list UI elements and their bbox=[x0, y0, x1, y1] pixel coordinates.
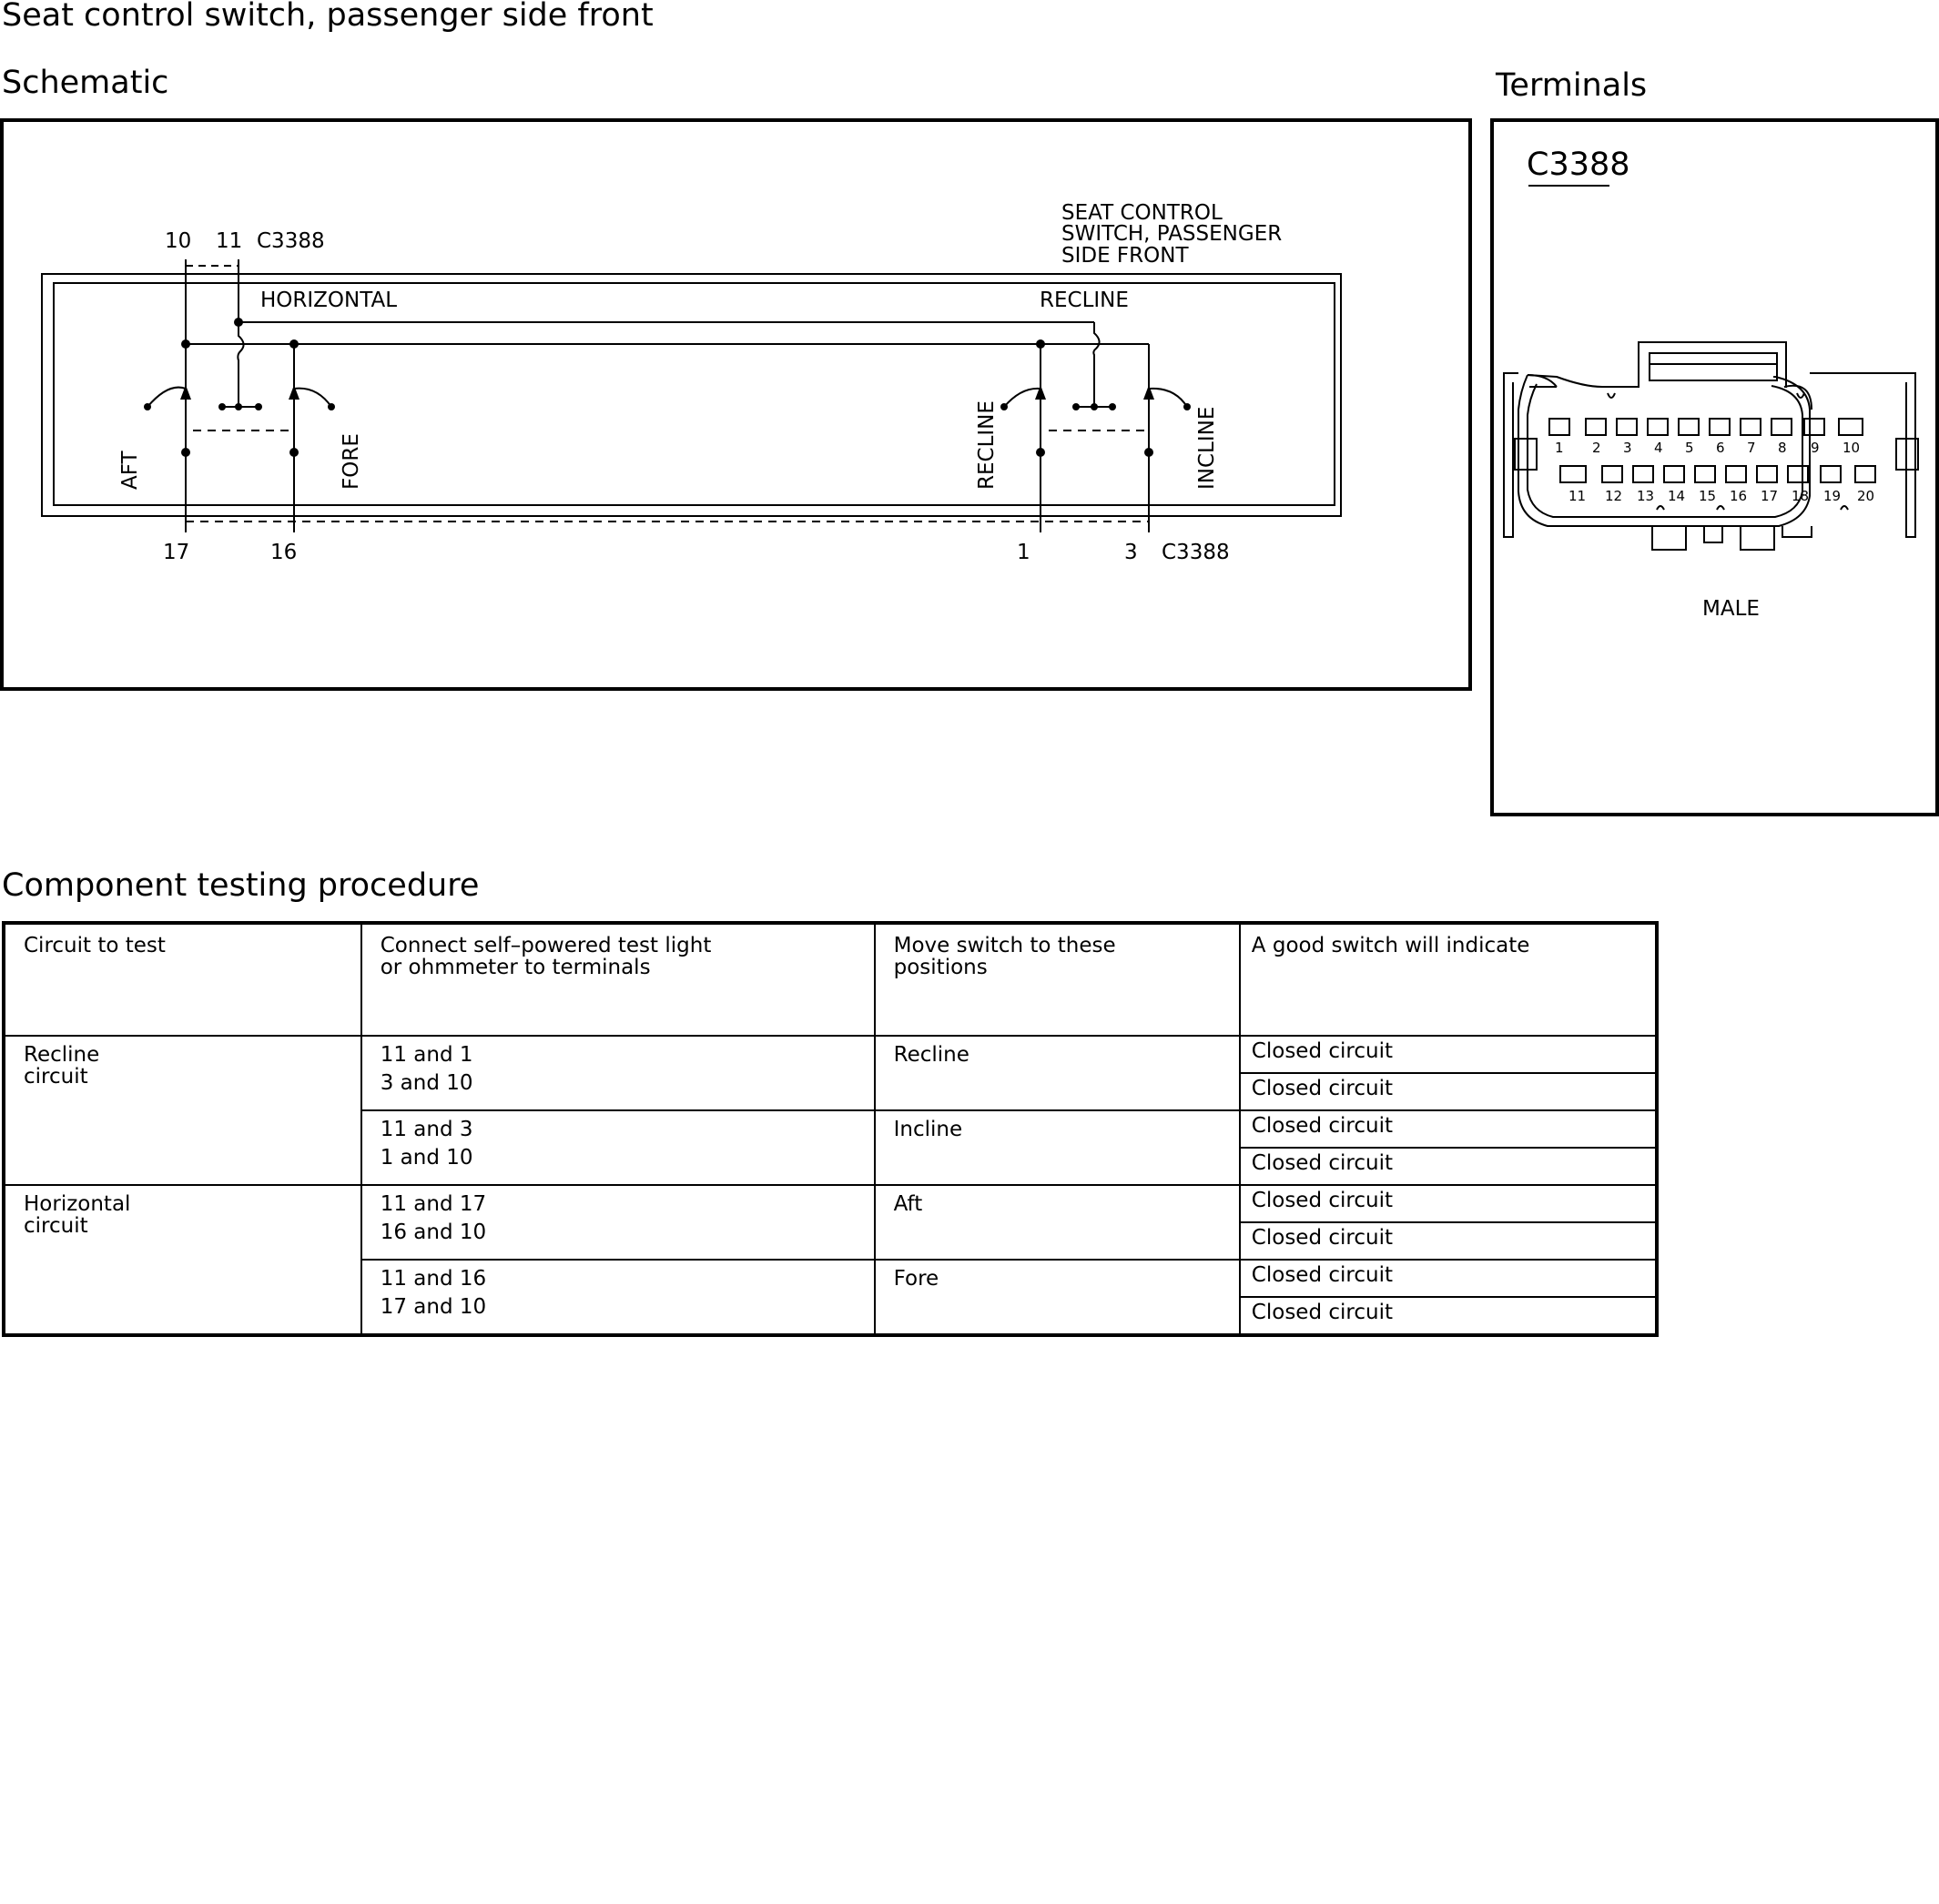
terminal-18: 18 bbox=[1792, 488, 1810, 504]
switch-outline-inner bbox=[54, 283, 1335, 505]
terminals-connector-id: C3388 bbox=[1527, 147, 1630, 183]
table-header-row bbox=[4, 923, 1657, 1036]
result-cell: Closed circuit bbox=[1240, 1260, 1657, 1297]
header-connect-terminals: Connect self–powered test light or ohmmeter to terminals bbox=[361, 923, 875, 1036]
aft-label: AFT bbox=[118, 451, 142, 490]
connector-gender-label: MALE bbox=[1702, 597, 1760, 621]
terminal-8: 8 bbox=[1778, 440, 1787, 456]
header-good-switch-indicates: A good switch will indicate bbox=[1240, 923, 1657, 1036]
terminal-4: 4 bbox=[1654, 440, 1663, 456]
terminals-cell: 11 and 17 16 and 10 bbox=[361, 1185, 875, 1260]
result-cell: Closed circuit bbox=[1240, 1036, 1657, 1073]
terminal-14: 14 bbox=[1668, 488, 1686, 504]
pin-label-11: 11 bbox=[216, 229, 243, 253]
terminal-16: 16 bbox=[1730, 488, 1748, 504]
terminal-7: 7 bbox=[1747, 440, 1756, 456]
terminals-cell: 11 and 16 17 and 10 bbox=[361, 1260, 875, 1335]
terminal-1: 1 bbox=[1555, 440, 1564, 456]
terminal-15: 15 bbox=[1699, 488, 1717, 504]
terminal-cavities-row2 bbox=[1560, 466, 1875, 482]
header-switch-positions: Move switch to these positions bbox=[875, 923, 1240, 1036]
result-cell: Closed circuit bbox=[1240, 1073, 1657, 1110]
terminal-19: 19 bbox=[1823, 488, 1842, 504]
schematic-diagram bbox=[0, 0, 1939, 910]
terminal-12: 12 bbox=[1605, 488, 1623, 504]
recline-switch-label: RECLINE bbox=[975, 400, 999, 490]
result-cell: Closed circuit bbox=[1240, 1222, 1657, 1260]
terminal-cavities-row1 bbox=[1549, 419, 1863, 435]
junction-dots bbox=[144, 318, 1191, 457]
schematic-heading: Schematic bbox=[2, 65, 169, 101]
procedure-heading: Component testing procedure bbox=[2, 867, 480, 904]
terminals-cell: 11 and 3 1 and 10 bbox=[361, 1110, 875, 1185]
pin-label-16: 16 bbox=[270, 541, 298, 564]
component-testing-table bbox=[2, 921, 1659, 1337]
circuit-name-horizontal: Horizontal circuit bbox=[4, 1185, 361, 1335]
terminal-5: 5 bbox=[1685, 440, 1694, 456]
terminals-heading: Terminals bbox=[1496, 67, 1648, 104]
connector-label-bottom: C3388 bbox=[1162, 541, 1230, 564]
terminal-10: 10 bbox=[1843, 440, 1861, 456]
horizontal-label: HORIZONTAL bbox=[260, 289, 398, 312]
fore-label: FORE bbox=[340, 433, 363, 490]
terminal-6: 6 bbox=[1716, 440, 1725, 456]
terminal-17: 17 bbox=[1761, 488, 1779, 504]
result-cell: Closed circuit bbox=[1240, 1110, 1657, 1148]
position-cell: Aft bbox=[875, 1185, 1240, 1260]
circuit-name-recline: Recline circuit bbox=[4, 1036, 361, 1185]
result-cell: Closed circuit bbox=[1240, 1297, 1657, 1335]
terminal-11: 11 bbox=[1568, 488, 1587, 504]
table-row bbox=[4, 1036, 1657, 1073]
page-title: Seat control switch, passenger side front bbox=[2, 0, 654, 34]
component-label-line2: SWITCH, PASSENGER bbox=[1061, 222, 1283, 246]
terminal-9: 9 bbox=[1811, 440, 1820, 456]
position-cell: Recline bbox=[875, 1036, 1240, 1110]
terminals-cell: 11 and 1 3 and 10 bbox=[361, 1036, 875, 1110]
table-row bbox=[4, 1185, 1657, 1222]
terminal-labels-row2 bbox=[1568, 488, 1874, 504]
terminal-13: 13 bbox=[1637, 488, 1655, 504]
terminal-labels-row1 bbox=[1555, 440, 1860, 456]
position-cell: Incline bbox=[875, 1110, 1240, 1185]
header-circuit-to-test: Circuit to test bbox=[4, 923, 361, 1036]
terminal-2: 2 bbox=[1592, 440, 1601, 456]
component-label-line3: SIDE FRONT bbox=[1061, 244, 1189, 268]
position-cell: Fore bbox=[875, 1260, 1240, 1335]
terminal-20: 20 bbox=[1857, 488, 1875, 504]
recline-section-label: RECLINE bbox=[1040, 289, 1129, 312]
component-label-line1: SEAT CONTROL bbox=[1061, 201, 1223, 225]
result-cell: Closed circuit bbox=[1240, 1185, 1657, 1222]
connector-label-top: C3388 bbox=[257, 229, 325, 253]
pin-label-1: 1 bbox=[1017, 541, 1030, 564]
pin-label-17: 17 bbox=[163, 541, 190, 564]
incline-label: INCLINE bbox=[1195, 406, 1219, 490]
pin-label-10: 10 bbox=[165, 229, 192, 253]
terminal-3: 3 bbox=[1623, 440, 1632, 456]
pin-label-3: 3 bbox=[1124, 541, 1138, 564]
result-cell: Closed circuit bbox=[1240, 1148, 1657, 1185]
